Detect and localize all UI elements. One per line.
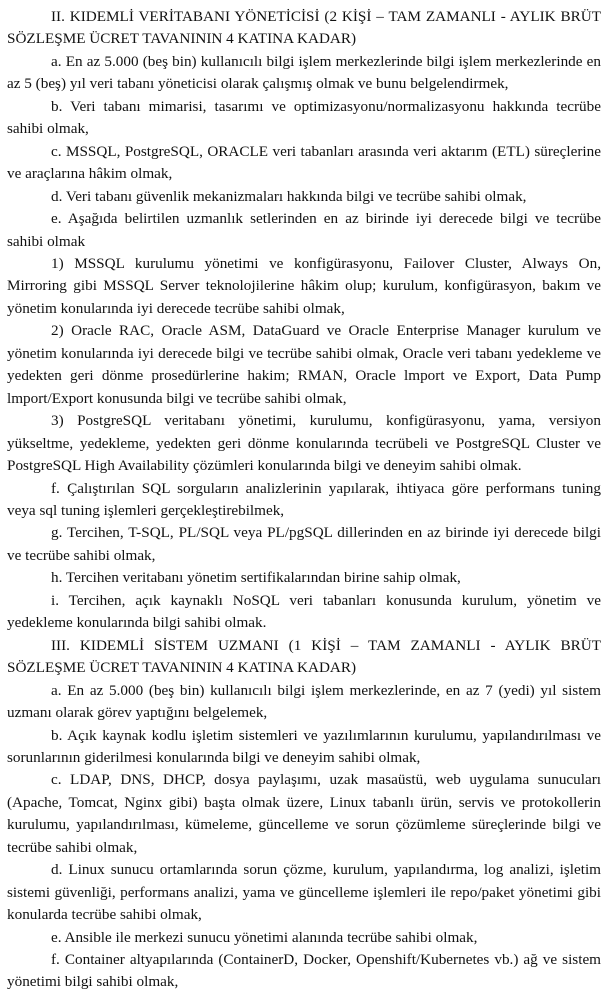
dba-item-c: c. MSSQL, PostgreSQL, ORACLE veri tabanları arasında veri aktarım (ETL) süreçlerine ve araçlarına hâkim olmak, (7, 142, 601, 183)
dba-item-g: g. Tercihen, T-SQL, PL/SQL veya PL/pgSQL dillerinden en az birinde iyi derecede bilgi ve tecrübe sahibi olmak, (7, 524, 601, 564)
dba-item-i: i. Tercihen, açık kaynaklı NoSQL veri tabanları konusunda kurulum, yönetim ve yedekleme konularında bilgi sahibi olmak. (7, 591, 601, 632)
dba-item-a: a. En az 5.000 (beş bin) kullanıcılı bilgi işlem merkezlerinde bilgi işlem merkezlerinde en az 5 (beş) yıl veri tabanı yöneticisi olarak çalışmış olmak ve bunu belgelendirmek, (7, 52, 601, 93)
dba-item-f: f. Çalıştırılan SQL sorguların analizlerinin yapılarak, ihtiyaca göre performans tuning veya sql tuning işlemleri gerçekleştirebilmek, (7, 479, 601, 519)
dba-item-e-2: 2) Oracle RAC, Oracle ASM, DataGuard ve Oracle Enterprise Manager kurulum ve yönetim konularında iyi derecede bilgi ve tecrübe sahibi olmak, Oracle veri tabanı yedekleme ve yedekten geri dönme prosedürlerine hakim; RMAN, Oracle lmport ve Export, Data Pump lmport/Export konusunda bilgi ve tecrübe sahibi olmak, (7, 322, 601, 407)
sys-item-b: b. Açık kaynak kodlu işletim sistemleri ve yazılımlarının kurulumu, yapılandırılması ve sorunlarının giderilmesi konularında bilgi ve deneyim sahibi olmak, (7, 726, 601, 766)
section-heading-sysadmin: III. KIDEMLİ SİSTEM UZMANI (1 KİŞİ – TAM ZAMANLI - AYLIK BRÜT SÖZLEŞME ÜCRET TAVANININ 4 KATINA KADAR) (7, 636, 601, 677)
sys-item-e: e. Ansible ile merkezi sunucu yönetimi alanında tecrübe sahibi olmak, (51, 928, 478, 946)
sys-item-c: c. LDAP, DNS, DHCP, dosya paylaşımı, uzak masaüstü, web uygulama sunucuları (Apache, Tomcat, Nginx gibi) başta olmak üzere, Linux tabanlı ürün, servis ve protokollerin kurulumu, yapılandırılması, kümeleme, güncelleme ve sorun çözümleme süreçlerinde bilgi ve tecrübe sahibi olmak, (7, 771, 601, 856)
dba-item-h: h. Tercihen veritabanı yönetim sertifikalarından birine sahip olmak, (51, 569, 461, 587)
dba-item-e: e. Aşağıda belirtilen uzmanlık setlerinden en az birinde iyi derecede bilgi ve tecrübe sahibi olmak (7, 210, 601, 250)
section-heading-dba: II. KIDEMLİ VERİTABANI YÖNETİCİSİ (2 KİŞİ – TAM ZAMANLI - AYLIK BRÜT SÖZLEŞME ÜCRET TAVANININ 4 KATINA KADAR) (7, 8, 601, 48)
dba-item-b: b. Veri tabanı mimarisi, tasarımı ve optimizasyonu/normalizasyonu hakkında tecrübe sahibi olmak, (7, 97, 601, 138)
dba-item-e-1: 1) MSSQL kurulumu yönetimi ve konfigürasyonu, Failover Cluster, Always On, Mirroring gibi MSSQL Server teknolojilerine hâkim olup; kurulum, konfigürasyon, bakım ve yönetim konularında iyi derecede tecrübe sahibi olmak, (7, 254, 601, 317)
sys-item-f: f. Container altyapılarında (ContainerD, Docker, Openshift/Kubernetes vb.) ağ ve sistem yönetimi bilgi sahibi olmak, (7, 951, 601, 991)
dba-item-d: d. Veri tabanı güvenlik mekanizmaları hakkında bilgi ve tecrübe sahibi olmak, (51, 187, 527, 205)
dba-item-e-3: 3) PostgreSQL veritabanı yönetimi, kurulumu, konfigürasyonu, yama, versiyon yükseltme, yedekleme, yedekten geri dönme konularında tecrübeli ve PostgreSQL Cluster ve PostgreSQL High Availability çözümleri konularında bilgi ve deneyim sahibi olmak. (7, 412, 601, 475)
sys-item-d: d. Linux sunucu ortamlarında sorun çözme, kurulum, yapılandırma, log analizi, işletim sistemi güvenliği, performans analizi, yama ve güncelleme işlemleri ile repo/paket yönetimi gibi konularda tecrübe sahibi olmak, (7, 861, 601, 924)
sys-item-a: a. En az 5.000 (beş bin) kullanıcılı bilgi işlem merkezlerinde, en az 7 (yedi) yıl sistem uzmanı olarak görev yaptığını belgelemek, (7, 681, 601, 722)
